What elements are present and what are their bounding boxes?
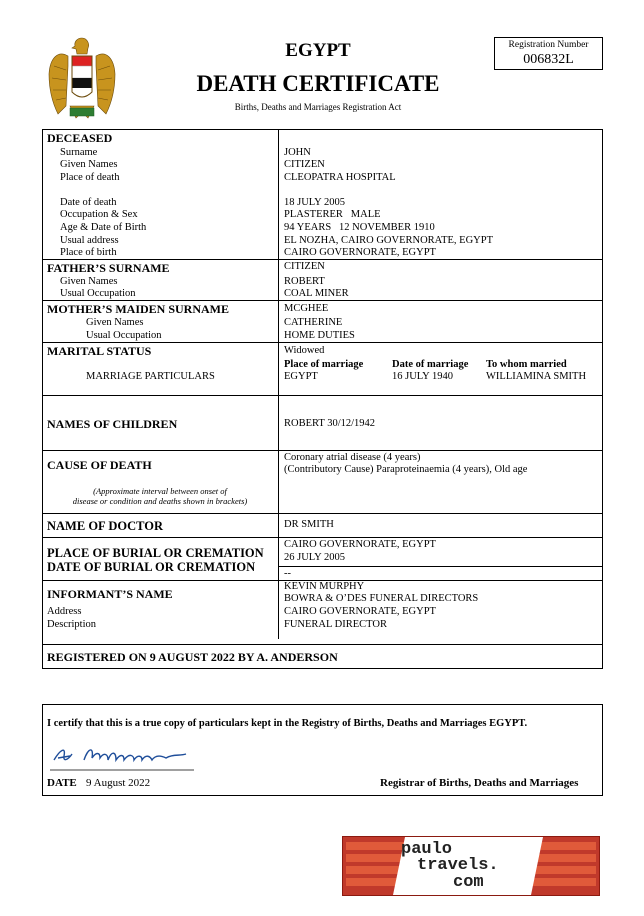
informant-description-label: Description — [47, 619, 96, 630]
burial-date-value: 26 JULY 2005 — [284, 552, 345, 563]
burial-place-heading: PLACE OF BURIAL OR CREMATION — [47, 546, 264, 560]
registration-number-value: 006832L — [523, 52, 574, 67]
mother-heading: MOTHER’S MAIDEN SURNAME — [47, 302, 230, 316]
certificate-title: DEATH CERTIFICATE — [196, 71, 440, 96]
row-divider — [42, 342, 603, 343]
date-of-death-value: 18 JULY 2005 — [284, 197, 345, 208]
registrar-title: Registrar of Births, Deaths and Marriages — [380, 777, 579, 789]
children-value: ROBERT 30/12/1942 — [284, 418, 376, 429]
age-dob-value: 94 YEARS 12 NOVEMBER 1910 — [284, 222, 435, 233]
to-whom-married-header: To whom married — [486, 359, 567, 370]
row-divider — [42, 395, 603, 396]
registration-number-box — [494, 37, 603, 70]
certify-statement: I certify that this is a true copy of particulars kept in the Registry of Births, Deaths and Marriages EGYPT. — [47, 718, 528, 729]
act-subtitle: Births, Deaths and Marriages Registration Act — [234, 102, 402, 112]
country-heading: EGYPT — [285, 40, 351, 61]
mother-occupation-label: Usual Occupation — [86, 330, 162, 341]
mother-given-names-label: Given Names — [86, 317, 144, 328]
informant-address-label: Address — [47, 606, 82, 617]
cause-interval-note-2: disease or condition and deaths shown in brackets) — [72, 496, 248, 506]
deceased-heading: DECEASED — [47, 131, 113, 145]
marriage-particulars-label: MARRIAGE PARTICULARS — [86, 371, 215, 382]
informant-company-value: BOWRA & O’DES FUNERAL DIRECTORS — [284, 593, 479, 604]
registrar-signature — [50, 738, 200, 772]
row-divider — [42, 450, 603, 451]
date-of-marriage-value: 16 JULY 1940 — [392, 371, 453, 382]
occupation-sex-label: Occupation & Sex — [60, 209, 138, 220]
row-divider — [42, 300, 603, 301]
row-divider — [278, 566, 603, 567]
cause-of-death-line-2: (Contributory Cause) Paraproteinaemia (4 years), Old age — [284, 464, 528, 475]
place-of-death-label: Place of death — [60, 172, 120, 183]
cause-of-death-line-1: Coronary atrial disease (4 years) — [284, 452, 421, 463]
place-of-death-value: CLEOPATRA HOSPITAL — [284, 172, 396, 183]
deceased-surname-value: JOHN — [284, 147, 311, 158]
mother-surname-value: MCGHEE — [284, 303, 329, 314]
date-of-marriage-header: Date of marriage — [392, 359, 469, 370]
children-heading: NAMES OF CHILDREN — [47, 417, 178, 431]
eagle-emblem-icon — [46, 36, 118, 124]
occupation-sex-value: PLASTERER MALE — [284, 209, 381, 220]
row-divider — [42, 644, 603, 645]
watermark-line-3: com — [453, 873, 484, 892]
place-of-marriage-value: EGYPT — [284, 371, 318, 382]
marital-status-heading: MARITAL STATUS — [47, 344, 152, 358]
father-occupation-value: COAL MINER — [284, 288, 349, 299]
registered-on-line: REGISTERED ON 9 AUGUST 2022 BY A. ANDERSON — [47, 650, 338, 664]
doctor-heading: NAME OF DOCTOR — [47, 519, 163, 533]
burial-place-value: CAIRO GOVERNORATE, EGYPT — [284, 539, 436, 550]
marital-status-value: Widowed — [284, 345, 325, 356]
mother-given-names-value: CATHERINE — [284, 317, 343, 328]
row-divider — [42, 537, 603, 538]
certify-date-value: 9 August 2022 — [86, 777, 151, 789]
deceased-surname-label: Surname — [60, 147, 98, 158]
father-given-names-label: Given Names — [60, 276, 118, 287]
doctor-value: DR SMITH — [284, 519, 334, 530]
deceased-given-names-label: Given Names — [60, 159, 118, 170]
place-of-marriage-header: Place of marriage — [284, 359, 364, 370]
burial-extra-value: -- — [284, 568, 291, 579]
usual-address-value: EL NOZHA, CAIRO GOVERNORATE, EGYPT — [284, 235, 494, 246]
certify-date-label: DATE — [47, 777, 77, 789]
watermark-line-2: travels. — [417, 856, 499, 875]
informant-name-value: KEVIN MURPHY — [284, 581, 365, 592]
father-given-names-value: ROBERT — [284, 276, 325, 287]
usual-address-label: Usual address — [60, 235, 119, 246]
father-occupation-label: Usual Occupation — [60, 288, 136, 299]
father-heading: FATHER’S SURNAME — [47, 261, 170, 275]
place-of-birth-label: Place of birth — [60, 247, 117, 258]
age-dob-label: Age & Date of Birth — [60, 222, 147, 233]
place-of-birth-value: CAIRO GOVERNORATE, EGYPT — [284, 247, 436, 258]
cause-interval-note-1: (Approximate interval between onset of — [93, 486, 227, 496]
date-of-death-label: Date of death — [60, 197, 117, 208]
row-divider — [42, 259, 603, 260]
deceased-given-names-value: CITIZEN — [284, 159, 325, 170]
paulo-travels-watermark — [342, 836, 600, 896]
mother-occupation-value: HOME DUTIES — [284, 330, 355, 341]
signature-name — [200, 738, 204, 740]
to-whom-married-value: WILLIAMINA SMITH — [486, 371, 587, 382]
informant-heading: INFORMANT’S NAME — [47, 587, 173, 601]
cause-of-death-heading: CAUSE OF DEATH — [47, 458, 152, 472]
informant-description-value: FUNERAL DIRECTOR — [284, 619, 387, 630]
father-surname-value: CITIZEN — [284, 261, 325, 272]
watermark-line-1: paulo — [401, 840, 453, 859]
informant-address-value: CAIRO GOVERNORATE, EGYPT — [284, 606, 436, 617]
column-divider — [278, 129, 279, 639]
registration-number-label: Registration Number — [508, 40, 589, 50]
burial-date-heading: DATE OF BURIAL OR CREMATION — [47, 560, 256, 574]
row-divider — [42, 513, 603, 514]
